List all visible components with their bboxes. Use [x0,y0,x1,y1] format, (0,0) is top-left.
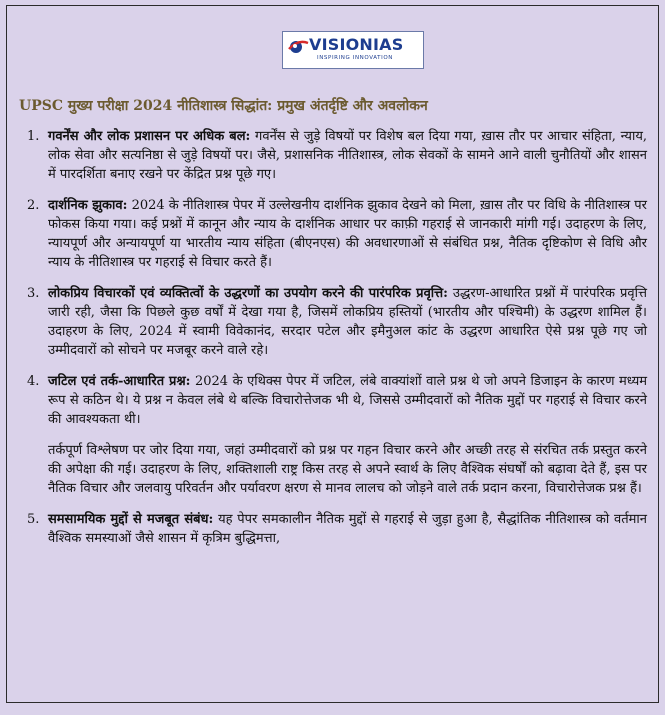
item-paragraph: तर्कपूर्ण विश्लेषण पर जोर दिया गया, जहां उम्मीदवारों को प्रश्न पर गहन विचार करने और अच्छी तरह से संरचित तर्क प्रस्तुत करने की अपेक्षा की गई। उदाहरण के लिए, शक्तिशाली राष्ट्र किस तरह से अपने स्वार्थ के लिए वैश्विक संघर्षों को बढ़ावा देते हैं, इस पर नैतिक विचार और जलवायु परिवर्तन और पर्यावरण क्षरण से मानव लालच को जोड़ने वाले तर्क प्रदान करना, विचारोत्तेजक प्रश्न हैं। [48,443,647,496]
visionias-logo [282,31,424,69]
item-heading: दार्शनिक झुकाव: [48,198,128,213]
item-body [48,127,647,184]
list-item [27,284,647,360]
logo-swoosh-icon [287,37,309,57]
list-item [27,127,647,184]
item-text: 2024 के एथिक्स पेपर में जटिल, लंबे वाक्यांशों वाले प्रश्न थे जो अपने डिजाइन के कारण मध्यम रूप से कठिन थे। ये प्रश्न न केवल लंबे थे बल्कि विचारोत्तेजक भी थे, जिससे उम्मीदवारों को नैतिक मुद्दों पर गहराई से विचार करने की आवश्यकता थी। [48,374,648,427]
document-page [6,5,659,703]
item-number: 4. [27,374,40,389]
item-heading: समसामयिक मुद्दों से मजबूत संबंध: [48,512,214,527]
item-number: 3. [27,286,40,301]
item-text: 2024 के नीतिशास्त्र पेपर में उल्लेखनीय दार्शनिक झुकाव देखने को मिला, ख़ास तौर पर विधि के नीतिशास्त्र पर फोकस किया गया। कई प्रश्नों में कानून और न्याय के दार्शनिक आधार पर काफ़ी गहराई से जानकारी मांगी गई। उदाहरण के लिए, न्यायपूर्ण और अन्यायपूर्ण या भारतीय न्याय संहिता (बीएनएस) की अवधारणाओं से संबंधित प्रश्न, नैतिक दृष्टिकोण से विधि और न्याय के नीतिशास्त्र पर गहराई से विचार करते हैं। [48,198,647,270]
item-body [48,196,647,272]
item-body [48,284,647,360]
item-heading: गवर्नेंस और लोक प्रशासन पर अधिक बल: [48,129,251,144]
item-number: 5. [27,512,40,527]
item-body [48,372,647,498]
item-heading: लोकप्रिय विचारकों एवं व्यक्तित्वों के उद्धरणों का उपयोग करने की पारंपरिक प्रवृत्ति: [48,286,448,301]
logo-name: VISIONIAS [309,35,404,54]
item-text: उद्धरण-आधारित प्रश्नों में पारंपरिक प्रवृत्ति जारी रही, जैसा कि पिछले कुछ वर्षों में देखा गया है, जिसमें लोकप्रिय हस्तियों (भारतीय और पश्चिमी) के उद्धरण शामिल हैं। उदाहरण के लिए, 2024 में स्वामी विवेकानंद, सरदार पटेल और इमैनुअल कांट के उद्धरण आधारित ऐसे प्रश्न पूछे गए जो उम्मीदवारों को सोचने पर मजबूर करने वाले रहे। [48,286,647,358]
item-body [48,510,647,548]
item-number: 2. [27,198,40,213]
item-text: यह पेपर समकालीन नैतिक मुद्दों से गहराई से जुड़ा हुआ है, सैद्धांतिक नीतिशास्त्र को वर्तमान वैश्विक समस्याओं जैसे शासन में कृत्रिम बुद्धिमत्ता, [48,512,647,546]
list-item [27,372,647,498]
list-item [27,196,647,272]
insights-list [27,127,647,560]
item-text: गवर्नेंस से जुड़े विषयों पर विशेष बल दिया गया, ख़ास तौर पर आचार संहिता, न्याय, लोक सेवा और सत्यनिष्ठा से जुड़े विषयों पर। जैसे, प्रशासनिक नीतिशास्त्र, लोक सेवकों के सामने आने वाली चुनौतियों और शासन में पारदर्शिता बनाए रखने पर केंद्रित प्रश्न पूछे गए। [48,129,648,182]
item-number: 1. [27,129,40,144]
list-item [27,510,647,548]
logo-tagline: INSPIRING INNOVATION [317,55,393,61]
item-heading: जटिल एवं तर्क-आधारित प्रश्न: [48,374,191,389]
page-title: UPSC मुख्य परीक्षा 2024 नीतिशास्त्र सिद्धांत: प्रमुख अंतर्दृष्टि और अवलोकन [19,98,428,114]
